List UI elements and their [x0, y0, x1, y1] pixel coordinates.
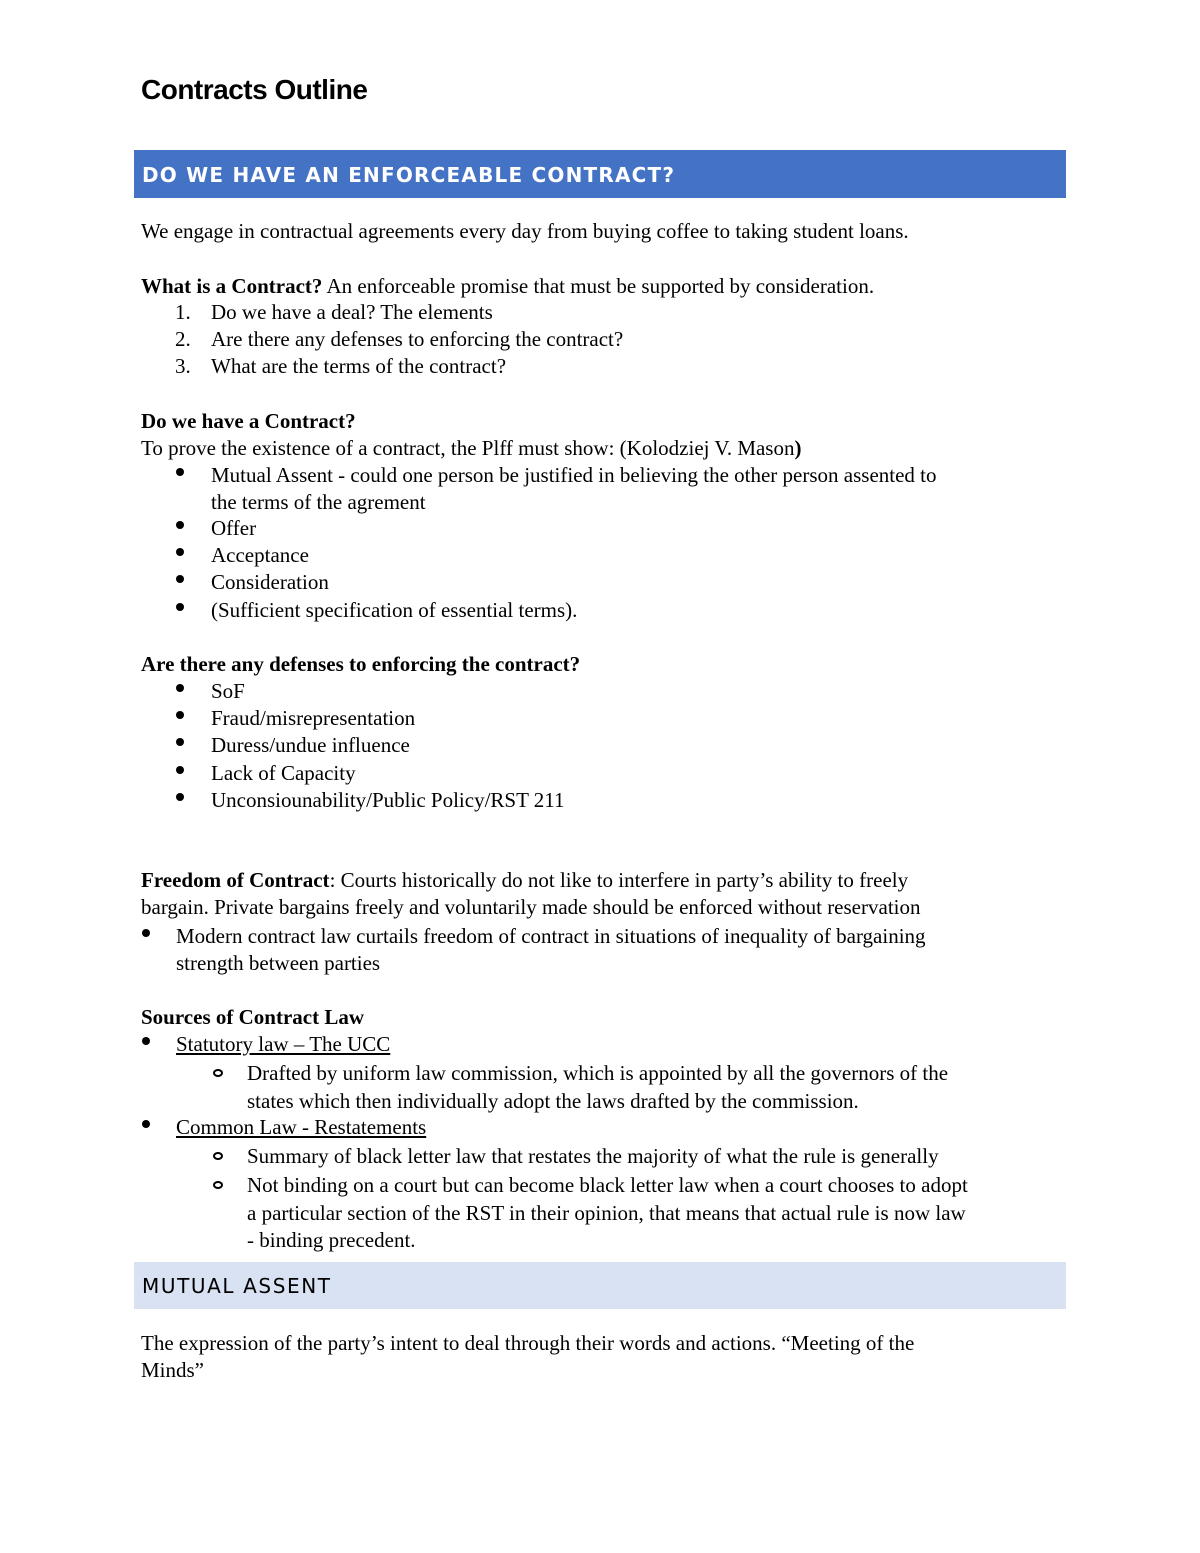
bullet-icon: [176, 766, 184, 774]
bullet-icon: [176, 603, 184, 611]
list-item: (Sufficient specification of essential terms).: [211, 598, 578, 622]
section-heading-mutual-assent: MUTUAL ASSENT: [134, 1262, 1066, 1309]
prove-existence-text: To prove the existence of a contract, the Plff must show: (Kolodziej V. Mason: [141, 436, 795, 460]
freedom-of-contract-label: Freedom of Contract: [141, 868, 330, 892]
mutual-assent-text-line: The expression of the party’s intent to deal through their words and actions. “Meeting of the: [141, 1331, 915, 1355]
do-we-have-contract-label: Do we have a Contract?: [141, 409, 356, 433]
freedom-text-line: : Courts historically do not like to interfere in party’s ability to freely: [329, 868, 909, 892]
list-item: Fraud/misrepresentation: [211, 706, 416, 730]
section-heading-enforceable-contract: DO WE HAVE AN ENFORCEABLE CONTRACT?: [134, 150, 1066, 198]
sub-bullet-icon: [213, 1152, 223, 1160]
list-item: Duress/undue influence: [211, 733, 410, 757]
defenses-heading: [141, 651, 1071, 678]
list-item: Acceptance: [211, 543, 309, 567]
prove-existence-paragraph: [141, 435, 1071, 462]
freedom-of-contract-paragraph: [141, 867, 1071, 894]
sub-list-item-continuation: states which then individually adopt the laws drafted by the commission.: [247, 1089, 859, 1113]
bullet-icon: [176, 521, 184, 529]
intro-paragraph: We engage in contractual agreements every day from buying coffee to taking student loans.: [141, 219, 909, 243]
bullet-icon: [176, 548, 184, 556]
bullet-icon: [176, 793, 184, 801]
bullet-icon: [176, 468, 184, 476]
list-item: Modern contract law curtails freedom of contract in situations of inequality of bargaining: [176, 924, 926, 948]
list-number: 2.: [175, 327, 191, 351]
bullet-icon: [142, 1120, 150, 1128]
bullet-icon: [176, 684, 184, 692]
list-item: SoF: [211, 679, 245, 703]
list-item: Mutual Assent - could one person be justified in believing the other person assented to: [211, 463, 937, 487]
list-item: Are there any defenses to enforcing the contract?: [211, 327, 624, 351]
sub-bullet-icon: [213, 1069, 223, 1077]
mutual-assent-text-line: Minds”: [141, 1358, 204, 1382]
list-item-continuation: strength between parties: [176, 951, 381, 975]
list-item: Unconsiounability/Public Policy/RST 211: [211, 788, 565, 812]
common-law-item: Common Law - Restatements: [176, 1115, 427, 1139]
bullet-icon: [176, 738, 184, 746]
freedom-text-line: bargain. Private bargains freely and voluntarily made should be enforced without reservation: [141, 895, 921, 919]
sub-list-item: Drafted by uniform law commission, which is appointed by all the governors of the: [247, 1061, 949, 1085]
sub-list-item: Not binding on a court but can become black letter law when a court chooses to adopt: [247, 1173, 968, 1197]
list-item: Do we have a deal? The elements: [211, 300, 493, 324]
sub-bullet-icon: [213, 1181, 223, 1189]
list-number: 1.: [175, 300, 191, 324]
list-item-continuation: the terms of the agrement: [211, 490, 426, 514]
sources-heading: [141, 1004, 1071, 1031]
list-item: Consideration: [211, 570, 329, 594]
what-is-contract-paragraph: [141, 273, 1071, 300]
defenses-label: Are there any defenses to enforcing the contract?: [141, 652, 581, 676]
list-number: 3.: [175, 354, 191, 378]
sub-list-item-continuation: - binding precedent.: [247, 1228, 416, 1252]
bullet-icon: [176, 711, 184, 719]
closing-paren: ): [794, 436, 802, 460]
sub-list-item-continuation: a particular section of the RST in their opinion, that means that actual rule is now law: [247, 1201, 966, 1225]
statutory-law-item: Statutory law – The UCC: [176, 1032, 391, 1056]
what-is-contract-label: What is a Contract?: [141, 274, 323, 298]
bullet-icon: [142, 1037, 150, 1045]
sources-label: Sources of Contract Law: [141, 1005, 365, 1029]
what-is-contract-text: An enforceable promise that must be supported by consideration.: [322, 274, 875, 298]
sub-list-item: Summary of black letter law that restates the majority of what the rule is generally: [247, 1144, 939, 1168]
bullet-icon: [176, 575, 184, 583]
bullet-icon: [142, 929, 150, 937]
list-item: Offer: [211, 516, 257, 540]
do-we-have-contract-heading: [141, 408, 1071, 435]
list-item: What are the terms of the contract?: [211, 354, 507, 378]
document-title: Contracts Outline: [141, 74, 368, 105]
list-item: Lack of Capacity: [211, 761, 356, 785]
